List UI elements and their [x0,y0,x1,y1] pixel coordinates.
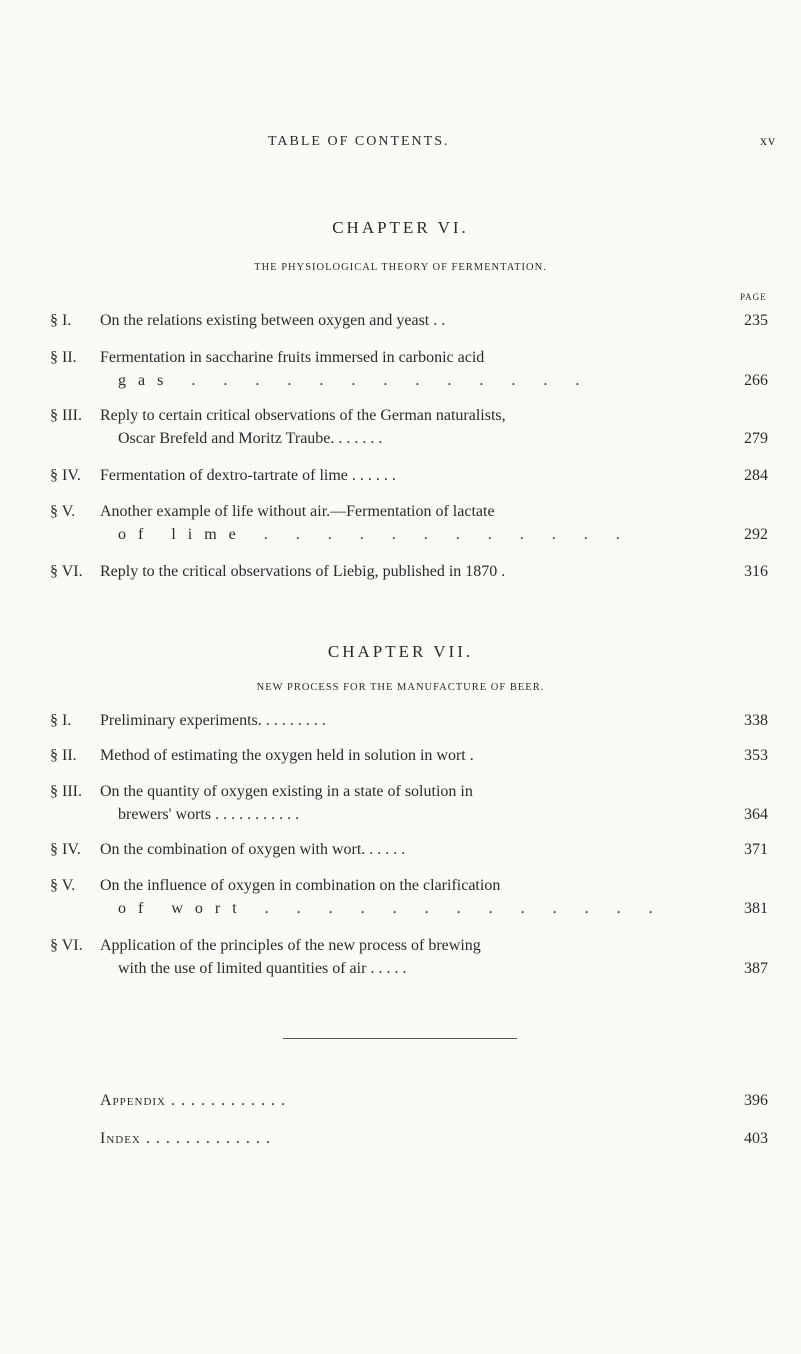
entry-title: Reply to the critical observations of Liebig, published in 1870 . [100,563,506,580]
section-divider [283,1038,517,1039]
entry-title: Fermentation in saccharine fruits immersed in carbonic acid [100,349,485,366]
entry-title: Fermentation of dextro-tartrate of lime . . . . . . [100,467,396,484]
entry-title: Another example of life without air.—Fermentation of lactate [100,503,495,520]
entry-page: 403 [744,1130,768,1147]
entry-title: Reply to certain critical observations of the German naturalists, [100,407,506,424]
entry-page: 292 [744,526,768,543]
entry-title: On the influence of oxygen in combination on the clarification [100,877,501,894]
entry-title: Index . . . . . . . . . . . . . [100,1130,271,1147]
section-number: § I. [50,712,72,729]
chapter-7-title: CHAPTER VII. [327,642,474,661]
entry-title-continued: brewers' worts . . . . . . . . . . . [118,806,300,823]
section-number: § IV. [50,841,81,858]
section-number: § III. [50,783,82,800]
entry-page: 353 [744,747,768,764]
entry-page: 279 [744,430,768,447]
entry-page: 266 [744,372,768,389]
entry-title-continued: gas . . . . . . . . . . . . . [118,372,592,389]
section-number: § V. [50,877,76,894]
entry-title: Appendix . . . . . . . . . . . . [100,1092,287,1109]
entry-title: On the combination of oxygen with wort. . . . . . [100,841,406,858]
chapter-6-title: CHAPTER VI. [332,218,469,237]
section-number: § VI. [50,563,83,580]
entry-title: Preliminary experiments. . . . . . . . . [100,712,326,729]
section-number: § IV. [50,467,81,484]
entry-page: 381 [744,900,768,917]
entry-page: 235 [744,312,768,329]
entry-page: 371 [744,841,768,858]
entry-title-continued: of wort . . . . . . . . . . . . . [118,900,665,917]
page-column-label: PAGE [740,292,767,302]
entry-title: Method of estimating the oxygen held in solution in wort . [100,747,474,764]
section-number: § II. [50,349,77,366]
entry-title: Application of the principles of the new process of brewing [100,937,481,954]
entry-title: On the quantity of oxygen existing in a state of solution in [100,783,473,800]
entry-page: 396 [744,1092,768,1109]
running-title: TABLE OF CONTENTS. [268,134,450,149]
section-number: § I. [50,312,72,329]
entry-title-continued: Oscar Brefeld and Moritz Traube. . . . . . . [118,430,383,447]
entry-page: 316 [744,563,768,580]
entry-page: 284 [744,467,768,484]
entry-title-continued: with the use of limited quantities of air . . . . . [118,960,407,977]
section-number: § VI. [50,937,83,954]
section-number: § III. [50,407,82,424]
entry-page: 364 [744,806,768,823]
entry-page: 387 [744,960,768,977]
section-number: § V. [50,503,76,520]
entry-title: On the relations existing between oxygen and yeast . . [100,312,446,329]
running-head [0,134,801,154]
section-number: § II. [50,747,77,764]
page-number: xv [760,134,776,149]
entry-title-continued: of lime . . . . . . . . . . . . [118,526,632,543]
chapter-6-subtitle: THE PHYSIOLOGICAL THEORY OF FERMENTATION. [254,262,547,273]
chapter-7-subtitle: NEW PROCESS FOR THE MANUFACTURE OF BEER. [256,682,545,693]
entry-page: 338 [744,712,768,729]
